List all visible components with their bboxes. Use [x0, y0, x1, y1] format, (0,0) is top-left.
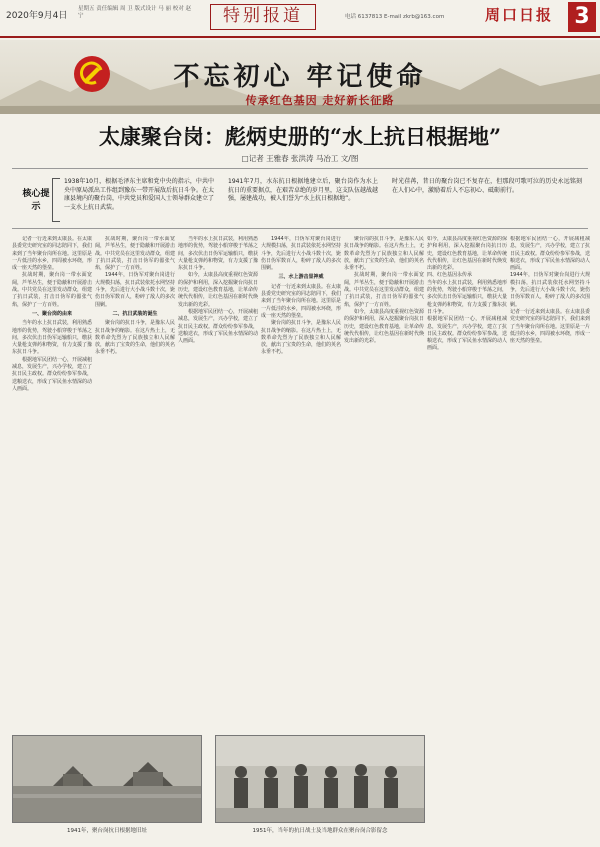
paragraph: 聚台岗的抗日斗争，是豫东人民抗日战争的缩影。在这片热土上，无数革命先烈为了民族独立和人民解放，献出了宝贵的生命，他们的英名永垂不朽。 — [344, 236, 424, 272]
banner-title: 不忘初心 牢记使命 — [173, 62, 427, 92]
newspaper-logo: 周口日报 — [485, 6, 554, 24]
paragraph: 当年的水上抗日武装，利用熟悉地形的优势，驾驶小船穿梭于苇荡之间，多次伏击日伪军运输船只，缴获大量枪支弹药和物资，有力支援了豫东抗日斗争。 — [178, 236, 258, 272]
divider — [12, 228, 588, 229]
article-byline: □记者 王雅春 张洪涛 马冶工 文/图 — [241, 154, 359, 163]
paragraph: 抗战时期，聚台岗一带水面宽阔，芦苇丛生，便于隐蔽和开展游击战。中共党员在这里发动群众，组建了抗日武装，打击日伪军的嚣张气焰，保护了一方百姓。 — [344, 272, 424, 308]
paragraph: 抗战时期，聚台岗一带水面宽阔，芦苇丛生，便于隐蔽和开展游击战。中共党员在这里发动群众，组建了抗日武装，打击日伪军的嚣张气焰，保护了一方百姓。 — [95, 236, 175, 272]
summary-paragraph: 1938年10月，根据毛泽东主席和党中央的指示，中共中央中原局派出工作组到豫东一带开展敌后抗日斗争。在太康县境内的聚台岗，中共党员和爱国人士领导群众建立了一支水上抗日武装。 — [64, 178, 215, 211]
people-group-icon — [216, 736, 425, 823]
summary-bracket — [52, 178, 60, 222]
body-column — [12, 236, 92, 796]
summary-paragraph: 1941年7月，水东抗日根据地建立后，聚台岗作为水上抗日的重要据点，在艰苦卓绝的岁月里，这支队伍越战越强，屡建战功，被人们誉为“水上抗日根据地”。 — [228, 178, 379, 202]
article-headline: 太康聚台岗：彪炳史册的“水上抗日根据地” — [98, 124, 502, 149]
body-column — [510, 236, 590, 796]
paragraph: 如今，太康县高度重视红色资源的保护和利用，深入挖掘聚台岗抗日历史，建设红色教育基地，让革命传统代代相传，让红色基因在新时代焕发出新的光彩。 — [427, 236, 507, 272]
editor-meta: 星期五 责任编辑 周 卫 版式设计 马 丽 校对 赵 宁 — [78, 6, 191, 19]
section-subhead: 四、红色基因永传承 — [427, 272, 473, 279]
paragraph: 根据地军民团结一心，开展减租减息，发展生产，兴办学校，建立了抗日民主政权。群众纷纷参军参战，送粮送衣，形成了军民鱼水情深的动人画面。 — [427, 316, 507, 352]
paragraph: 根据地军民团结一心，开展减租减息，发展生产，兴办学校，建立了抗日民主政权。群众纷纷参军参战，送粮送衣，形成了军民鱼水情深的动人画面。 — [510, 236, 590, 272]
body-column — [178, 236, 258, 796]
paragraph: 如今，太康县高度重视红色资源的保护和利用，深入挖掘聚台岗抗日历史，建设红色教育基地，让革命传统代代相传，让红色基因在新时代焕发出新的光彩。 — [178, 272, 258, 308]
village-scene-icon — [13, 736, 202, 823]
paragraph: 1944年，日伪军对聚台岗进行大规模扫荡，抗日武装依托水网坚持斗争，先后进行大小战斗数十次，毙伤日伪军数百人，粉碎了敌人的多次围剿。 — [510, 272, 590, 308]
paragraph: 当年的水上抗日武装，利用熟悉地形的优势，驾驶小船穿梭于苇荡之间，多次伏击日伪军运输船只，缴获大量枪支弹药和物资，有力支援了豫东抗日斗争。 — [427, 279, 507, 315]
issue-date: 2020年9月4日 — [6, 11, 68, 21]
section-subhead: 三、水上游击显神威 — [278, 274, 324, 281]
body-column — [427, 236, 507, 796]
group-photo — [215, 735, 425, 823]
body-column — [95, 236, 175, 796]
body-column — [261, 236, 341, 796]
paragraph: 聚台岗的抗日斗争，是豫东人民抗日战争的缩影。在这片热土上，无数革命先烈为了民族独立和人民解放，献出了宝贵的生命，他们的英名永垂不朽。 — [95, 320, 175, 356]
hammer-sickle-icon — [72, 54, 112, 94]
paragraph: 聚台岗的抗日斗争，是豫东人民抗日战争的缩影。在这片热土上，无数革命先烈为了民族独立和人民解放，献出了宝贵的生命，他们的英名永垂不朽。 — [261, 320, 341, 356]
section-title: 特别报道 — [210, 4, 316, 30]
paragraph: 根据地军民团结一心，开展减租减息，发展生产，兴办学校，建立了抗日民主政权。群众纷纷参军参战，送粮送衣，形成了军民鱼水情深的动人画面。 — [12, 356, 92, 392]
paragraph: 记者一行近来到太康县。在太康县委党史研究室的同志陪同下，我们来到了当年聚台岗所在地。这里原是一片低洼的水乡，四周被水环绕，形成一座天然的堡垒。 — [510, 308, 590, 345]
body-column — [344, 236, 424, 796]
paragraph: 记者一行近来到太康县。在太康县委党史研究室的同志陪同下，我们来到了当年聚台岗所在地。这里原是一片低洼的水乡，四周被水环绕，形成一座天然的堡垒。 — [12, 236, 92, 272]
photo-caption: 1941年，聚台岗抗日根据地旧址 — [67, 828, 147, 834]
paragraph: 1944年，日伪军对聚台岗进行大规模扫荡，抗日武装依托水网坚持斗争，先后进行大小战斗数十次，毙伤日伪军数百人，粉碎了敌人的多次围剿。 — [261, 236, 341, 272]
divider — [12, 168, 588, 169]
paragraph: 根据地军民团结一心，开展减租减息，发展生产，兴办学校，建立了抗日民主政权。群众纷纷参军参战，送粮送衣，形成了军民鱼水情深的动人画面。 — [178, 308, 258, 345]
summary-label: 核心提示 — [22, 189, 50, 212]
historical-photo — [12, 735, 202, 823]
masthead — [0, 0, 600, 38]
paragraph: 抗战时期，聚台岗一带水面宽阔，芦苇丛生，便于隐蔽和开展游击战。中共党员在这里发动群众，组建了抗日武装，打击日伪军的嚣张气焰，保护了一方百姓。 — [12, 272, 92, 308]
contact-info: 电话 6137813 E-mail zkrb@163.com — [345, 14, 445, 20]
paragraph: 当年的水上抗日武装，利用熟悉地形的优势，驾驶小船穿梭于苇荡之间，多次伏击日伪军运输船只，缴获大量枪支弹药和物资，有力支援了豫东抗日斗争。 — [12, 320, 92, 356]
paragraph: 记者一行近来到太康县。在太康县委党史研究室的同志陪同下，我们来到了当年聚台岗所在地。这里原是一片低洼的水乡，四周被水环绕，形成一座天然的堡垒。 — [261, 283, 341, 319]
photo-caption: 1951年，当年的抗日战士及当地群众在聚台岗合影留念 — [252, 828, 388, 834]
banner-subtitle: 传承红色基因 走好新长征路 — [245, 94, 395, 107]
section-subhead: 二、抗日武装的诞生 — [112, 310, 158, 317]
summary-paragraph: 时光荏苒，昔日的聚台岗已不复存在，但那段可歌可泣的历史永远铭刻在人们心中，激励着后人不忘初心、砥砺前行。 — [392, 178, 582, 194]
section-subhead: 一、聚台岗的由来 — [31, 310, 72, 317]
paragraph: 如今，太康县高度重视红色资源的保护和利用，深入挖掘聚台岗抗日历史，建设红色教育基地，让革命传统代代相传，让红色基因在新时代焕发出新的光彩。 — [344, 308, 424, 345]
page-number: 3 — [568, 2, 596, 32]
theme-banner — [0, 40, 600, 114]
paragraph: 1944年，日伪军对聚台岗进行大规模扫荡，抗日武装依托水网坚持斗争，先后进行大小战斗数十次，毙伤日伪军数百人，粉碎了敌人的多次围剿。 — [95, 272, 175, 308]
